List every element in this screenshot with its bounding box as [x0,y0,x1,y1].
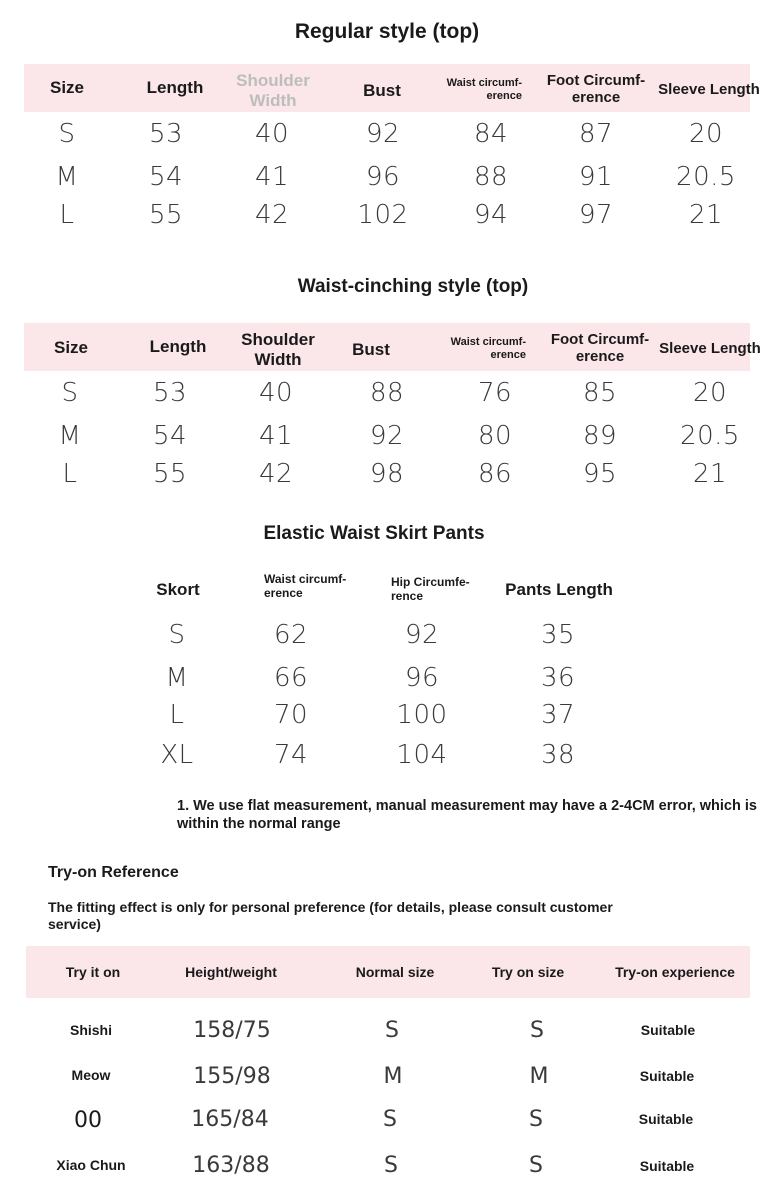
table-cell: 89 [582,421,618,451]
cinching-header-shoulder-width: Shoulder Width [241,330,315,369]
measurement-note: 1. We use flat measurement, manual measurement may have a 2-4CM error, which is within the normal range [177,798,757,832]
table-cell: 54 [152,421,188,451]
table-cell: L [59,200,75,230]
table-cell: M [58,421,82,451]
tryon-subtitle: The fitting effect is only for personal preference (for details, please consult customer service) [48,899,613,932]
table-cell: 102 [357,200,409,230]
tryon-name: 00 [74,1108,102,1133]
skirt-table-title: Elastic Waist Skirt Pants [263,523,485,544]
regular-table-title: Regular style (top) [294,20,480,43]
tryon-experience: Suitable [639,1158,695,1174]
table-cell: 20.5 [676,162,736,192]
table-cell: 53 [148,119,184,149]
tryon-experience: Suitable [639,1068,695,1084]
tryon-name: Shishi [69,1022,112,1038]
table-cell: 96 [365,162,401,192]
table-cell: 92 [365,119,401,149]
table-cell: 55 [152,459,188,489]
table-cell: 92 [369,421,405,451]
table-cell: 42 [258,459,294,489]
table-cell: 41 [254,162,290,192]
table-cell: 88 [473,162,509,192]
tryon-tryon-size: S [530,1018,544,1043]
table-cell: 70 [273,700,309,730]
table-cell: 36 [540,663,576,693]
table-cell: 76 [477,378,513,408]
table-cell: 100 [396,700,448,730]
tryon-header-experience: Try-on experience [615,964,735,980]
tryon-normal-size: S [385,1018,399,1043]
table-cell: 20.5 [680,421,740,451]
skirt-header-waist: Waist circumf- erence [264,572,347,600]
table-cell: 96 [404,663,440,693]
regular-header-sleeve: Sleeve Length [658,81,760,98]
tryon-experience: Suitable [640,1022,696,1038]
table-cell: 88 [369,378,405,408]
table-cell: L [62,459,78,489]
table-cell: 54 [148,162,184,192]
cinching-header-waist: Waist circumf- erence [450,336,526,361]
table-cell: 55 [148,200,184,230]
tryon-height-weight: 158/75 [193,1018,271,1043]
tryon-tryon-size: S [529,1153,543,1178]
table-cell: 35 [540,620,576,650]
table-cell: 62 [273,620,309,650]
table-cell: 21 [688,200,724,230]
tryon-header-normal-size: Normal size [355,964,435,980]
tryon-header-height-weight: Height/weight [185,964,277,980]
table-cell: 21 [692,459,728,489]
tryon-tryon-size: M [529,1064,549,1089]
tryon-experience: Suitable [638,1111,694,1127]
table-cell: 41 [258,421,294,451]
tryon-name: Meow [71,1067,111,1083]
table-cell: 97 [578,200,614,230]
table-cell: M [165,663,189,693]
table-cell: 20 [692,378,728,408]
cinching-header-bust: Bust [352,340,390,359]
cinching-header-size: Size [53,338,89,357]
tryon-height-weight: 163/88 [192,1153,270,1178]
tryon-header-name: Try it on [65,964,121,980]
table-cell: 20 [688,119,724,149]
tryon-normal-size: M [383,1064,403,1089]
regular-header-shoulder-width: Shoulder Width [236,71,310,110]
table-cell: 42 [254,200,290,230]
table-cell: 74 [273,740,309,770]
table-cell: 92 [404,620,440,650]
cinching-table-title: Waist-cinching style (top) [297,276,529,297]
table-cell: 37 [540,700,576,730]
cinching-header-sleeve: Sleeve Length [659,340,761,357]
table-cell: 40 [258,378,294,408]
table-cell: 66 [273,663,309,693]
cinching-header-length: Length [149,337,207,356]
skirt-header-hip: Hip Circumfe- rence [391,575,470,603]
tryon-height-weight: 165/84 [191,1107,269,1132]
table-cell: 94 [473,200,509,230]
table-cell: 85 [582,378,618,408]
regular-header-length: Length [146,78,204,97]
regular-header-waist: Waist circumf- erence [446,77,522,102]
tryon-tryon-size: S [529,1107,543,1132]
table-cell: S [61,378,79,408]
cinching-header-foot: Foot Circumf- erence [550,331,650,366]
table-cell: 87 [578,119,614,149]
table-cell: 40 [254,119,290,149]
tryon-normal-size: S [384,1153,398,1178]
regular-header-foot: Foot Circumf- erence [546,72,646,107]
regular-header-size: Size [49,78,85,97]
table-cell: 53 [152,378,188,408]
table-cell: 98 [369,459,405,489]
table-cell: M [55,162,79,192]
table-cell: 80 [477,421,513,451]
tryon-normal-size: S [383,1107,397,1132]
skirt-header-skort: Skort [156,580,200,599]
table-cell: 95 [582,459,618,489]
table-cell: S [58,119,76,149]
regular-header-bust: Bust [363,81,401,100]
table-cell: 104 [396,740,448,770]
tryon-header-tryon-size: Try on size [491,964,565,980]
table-cell: S [168,620,186,650]
table-cell: 84 [473,119,509,149]
tryon-height-weight: 155/98 [193,1064,271,1089]
skirt-header-pants-length: Pants Length [505,580,613,599]
tryon-title: Try-on Reference [48,864,179,881]
table-cell: XL [160,740,194,770]
tryon-name: Xiao Chun [56,1157,126,1173]
table-cell: 86 [477,459,513,489]
table-cell: L [169,700,185,730]
table-cell: 91 [578,162,614,192]
table-cell: 38 [540,740,576,770]
